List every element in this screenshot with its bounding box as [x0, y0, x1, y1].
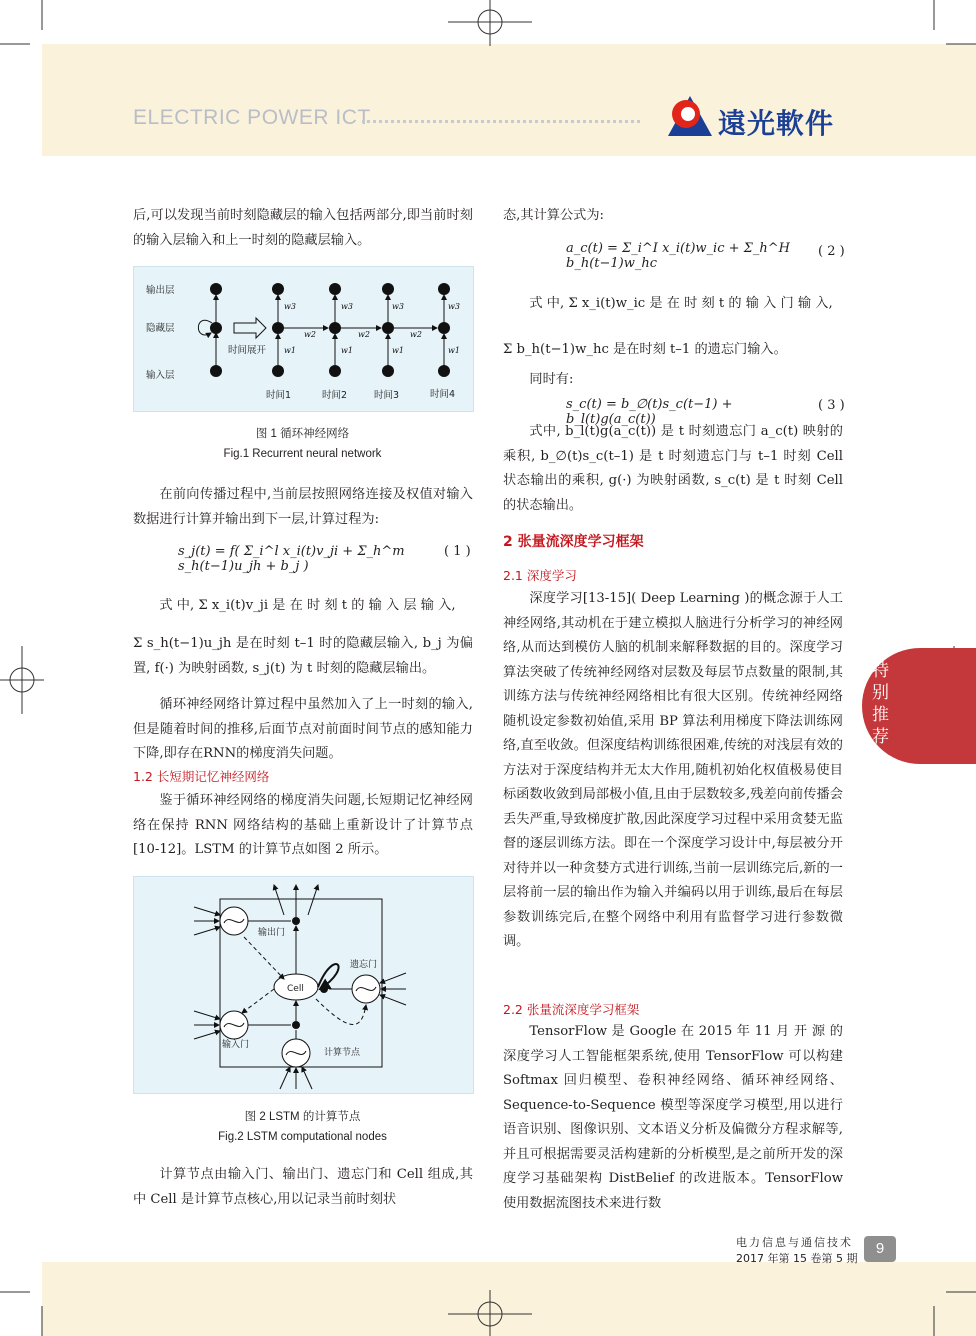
- equation-2-number: ( 2 ): [818, 244, 845, 259]
- right-para-4: 式中, b_l(t)g(a_c(t)) 是 t 时刻遗忘门 a_c(t) 映射的乘积, b_∅(t)s_c(t–1) 是 t 时刻遗忘门与 t–1 时刻 Cell 状态输出的乘积, g(·) 为映射函数, s_c(t) 是 t 时刻 Cell 的状态输出。: [503, 424, 843, 513]
- fig1-caption-cn: 图 1 循环神经网络: [255, 428, 350, 440]
- equation-1-number: ( 1 ): [444, 544, 471, 559]
- figure-1: [133, 266, 474, 412]
- section-heading-2: 2 张量流深度学习框架: [503, 534, 644, 550]
- right-para-2b: Σ b_h(t−1)w_hc 是在时刻 t–1 的遗忘门输入。: [503, 342, 787, 357]
- fig2-caption-cn: 图 2 LSTM 的计算节点: [244, 1111, 361, 1123]
- logo-icon: [664, 92, 716, 138]
- input-layer-label: 输入层: [146, 370, 175, 381]
- right-para-2a: 式 中, Σ x_i(t)w_ic 是 在 时 刻 t 的 输 入 门 输 入,: [529, 296, 833, 311]
- journal-name: 电力信息与通信技术: [736, 1236, 853, 1249]
- logo-text: 遠光軟件: [718, 107, 835, 140]
- input-gate-label: 输入门: [222, 1040, 250, 1050]
- hidden-layer-label: 隐藏层: [146, 323, 175, 334]
- w2-label-1: w2: [304, 330, 316, 339]
- output-gate-label: 输出门: [258, 928, 286, 938]
- left-para-4: 循环神经网络计算过程中虽然加入了上一时刻的输入,但是随着时间的推移,后面节点对前面时间节点的感知能力下降,即存在RNN的梯度消失问题。: [133, 697, 473, 761]
- right-para-3: 同时有:: [529, 372, 574, 387]
- forget-gate-label: 遗忘门: [350, 960, 378, 970]
- rnn-diagram: [134, 267, 473, 411]
- w2-label-2: w2: [358, 330, 370, 339]
- w2-label-3: w2: [410, 330, 422, 339]
- figure-2: [133, 876, 474, 1094]
- lstm-diagram: [134, 877, 473, 1093]
- equation-2: a_c(t) = Σ_i^I x_i(t)w_ic + Σ_h^H b_h(t−1)w_hc: [566, 241, 790, 271]
- time-4-label: 时间4: [430, 389, 456, 400]
- w1-label-3: w1: [392, 346, 404, 355]
- section-heading-2-2: 2.2 张量流深度学习框架: [503, 1002, 640, 1017]
- w1-label-4: w1: [448, 346, 460, 355]
- time-2-label: 时间2: [322, 390, 348, 401]
- equation-1: s_j(t) = f( Σ_i^l x_i(t)v_ji + Σ_h^m s_h(t−1)u_jh + b_j ): [178, 544, 405, 574]
- w3-label-2: w3: [341, 302, 353, 311]
- equation-3-number: ( 3 ): [818, 398, 845, 413]
- page-number: 9: [864, 1236, 896, 1262]
- w3-label-3: w3: [392, 302, 404, 311]
- cell-label: Cell: [287, 984, 304, 994]
- right-para-5: 深度学习[13-15]( Deep Learning )的概念源于人工神经网络,其动机在于建立模拟人脑进行分析学习的神经网络,从而达到模仿人脑的机制来解释数据的目的。深度学习算法突破了传统神经网络对层数及每层节点数量的限制,其训练方法与传统神经网络相比有很大区别。传统神经网络随机设定参数初始值,采用 BP 算法利用梯度下降法训练网络,直至收敛。但深度结构训练很困难,传统的对浅层有效的方法对于深度结构并无太大作用,随机初始化权值极易使目标函数收敛到局部极小值,且由于层数较多,残差向前传播会丢失严重,导致梯度扩散,因此深度学习过程中采用贪婪无监督的逐层训练方法。即在一个深度学习设计中,每层被分开对待并以一种贪婪方式进行训练,当前一层训练完后,新的一层将前一层的输出作为输入并编码以用于训练,最后在每层参数训练完后,在整个网络中利用有监督学习进行参数微调。: [503, 591, 843, 949]
- left-para-1: 后,可以发现当前时刻隐藏层的输入包括两部分,即当前时刻的输入层输入和上一时刻的隐藏层输入。: [133, 208, 473, 248]
- left-para-3b: Σ s_h(t−1)u_jh 是在时刻 t–1 时的隐藏层输入, b_j 为偏置, f(·) 为映射函数, s_j(t) 为 t 时刻的隐藏层输出。: [133, 636, 473, 676]
- w3-label-1: w3: [284, 302, 296, 311]
- right-para-1: 态,其计算公式为:: [503, 208, 604, 223]
- unfold-label: 时间展开: [228, 345, 267, 356]
- w1-label-2: w1: [341, 346, 353, 355]
- left-para-3a: 式 中, Σ x_i(t)v_ji 是 在 时 刻 t 的 输 入 层 输 入,: [159, 598, 456, 613]
- w1-label-1: w1: [284, 346, 296, 355]
- feature-tab-label: 特别推荐: [872, 661, 889, 747]
- time-3-label: 时间3: [374, 390, 400, 401]
- journal-issue: 2017 年第 15 卷第 5 期: [736, 1252, 858, 1265]
- compute-node-label: 计算节点: [324, 1048, 361, 1058]
- fig1-caption-en: Fig.1 Recurrent neural network: [223, 448, 382, 460]
- left-para-2: 在前向传播过程中,当前层按照网络连接及权值对输入数据进行计算并输出到下一层,计算过程为:: [133, 487, 473, 527]
- fig2-caption-en: Fig.2 LSTM computational nodes: [218, 1131, 387, 1143]
- output-layer-label: 输出层: [146, 285, 175, 296]
- header-dotted-rule: [362, 120, 640, 123]
- left-para-6: 计算节点由输入门、输出门、遗忘门和 Cell 组成,其中 Cell 是计算节点核心,用以记录当前时刻状: [133, 1167, 473, 1207]
- header-title: ELECTRIC POWER ICT: [133, 106, 371, 129]
- right-para-6: TensorFlow 是 Google 在 2015 年 11 月 开 源 的深度学习人工智能框架系统,使用 TensorFlow 可以构建 Softmax 回归模型、卷积神经网络、循环神经网络、Sequence-to-Sequence 模型等深度学习模型,用以进行语音识别、图像识别、文本语义分析及偏微分方程求解等,并且可根据需要灵活构建新的分析模型,是之前所开发的深度学习基础架构 DistBelief 的改进版本。TensorFlow 使用数据流图技术来进行数: [503, 1024, 843, 1211]
- section-heading-1-2: 1.2 长短期记忆神经网络: [133, 769, 270, 784]
- equation-3: s_c(t) = b_∅(t)s_c(t−1) + b_l(t)g(a_c(t)): [566, 397, 733, 427]
- w3-label-4: w3: [448, 302, 460, 311]
- left-para-5: 鉴于循环神经网络的梯度消失问题,长短期记忆神经网络在保持 RNN 网络结构的基础上重新设计了计算节点[10-12]。LSTM 的计算节点如图 2 所示。: [133, 793, 473, 857]
- time-1-label: 时间1: [266, 390, 292, 401]
- section-heading-2-1: 2.1 深度学习: [503, 568, 577, 583]
